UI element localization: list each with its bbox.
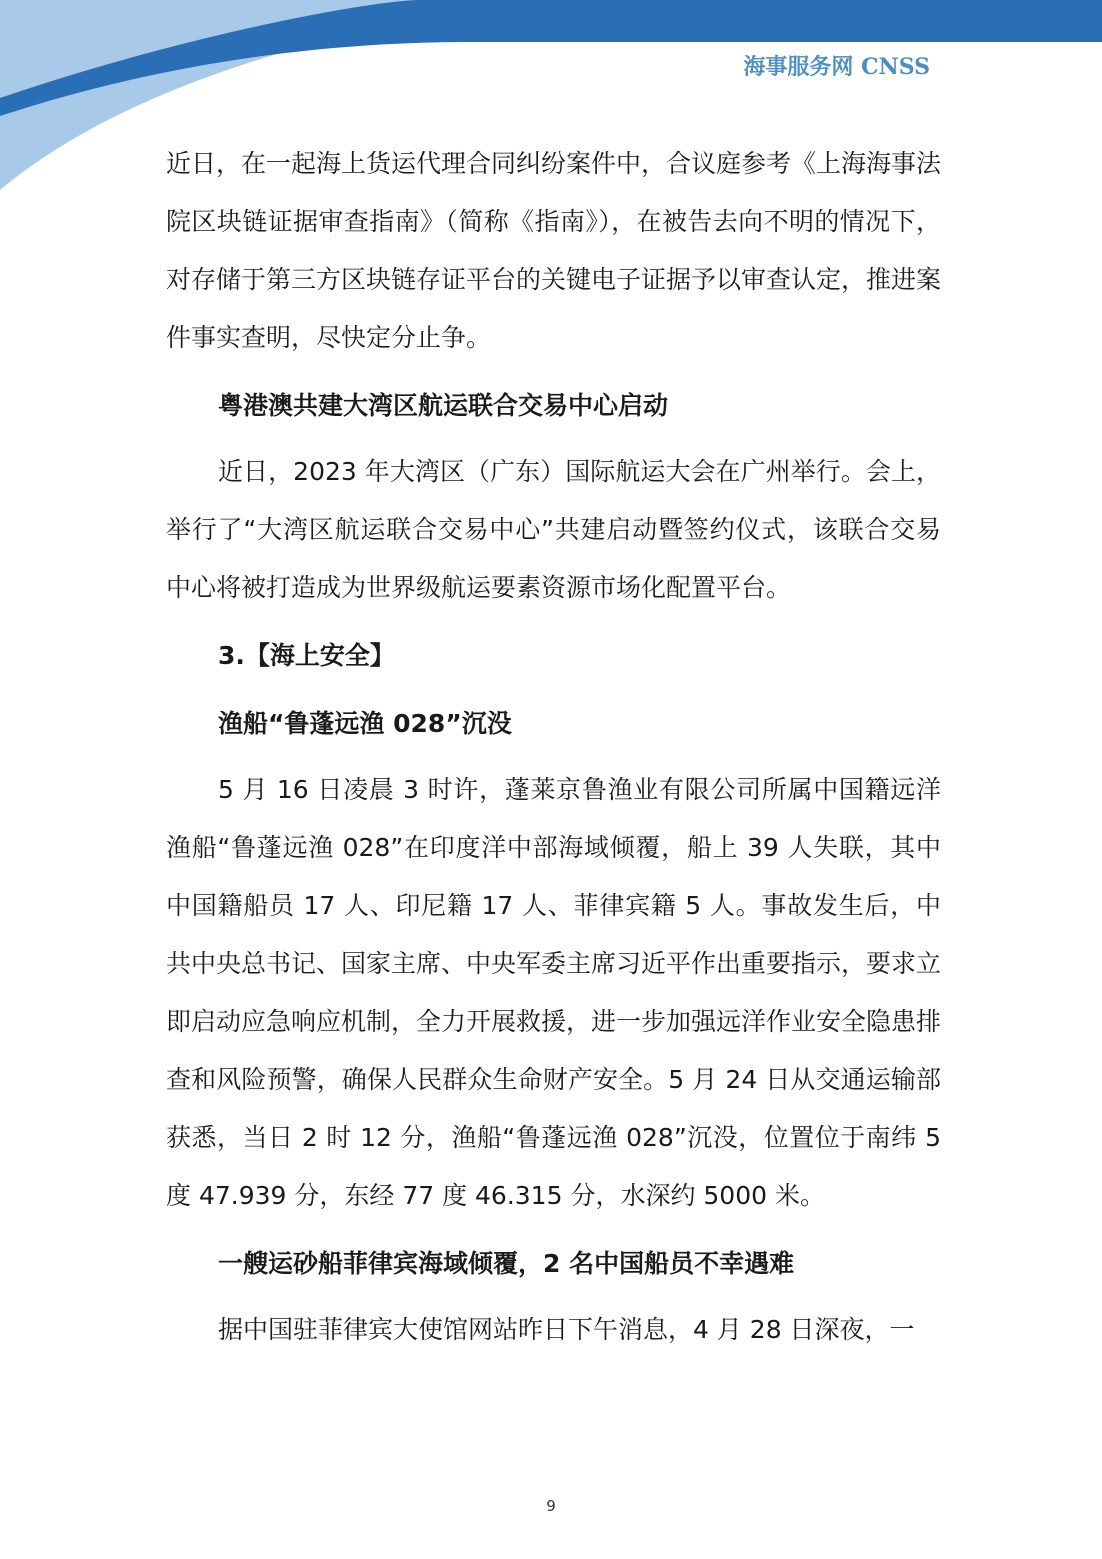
article-body [166,135,941,1359]
heading-fishing-vessel-sinking: 渔船“鲁蓬远渔 028”沉没 [218,709,512,738]
paragraph-embassy-report: 据中国驻菲律宾大使馆网站昨日下午消息，4 月 28 日深夜，一 [218,1315,915,1344]
paragraph-shipping-conference: 近日，2023 年大湾区（广东）国际航运大会在广州举行。会上，举行了“大湾区航运联合交易中心”共建启动暨签约仪式，该联合交易中心将被打造成为世界级航运要素资源市场化配置平台。 [166,457,941,602]
heading-sand-carrier-capsized: 一艘运砂船菲律宾海域倾覆，2 名中国船员不幸遇难 [218,1249,795,1278]
paragraph-fishing-vessel-details: 5 月 16 日凌晨 3 时许，蓬莱京鲁渔业有限公司所属中国籍远洋渔船“鲁蓬远渔 028”在印度洋中部海域倾覆，船上 39 人失联，其中中国籍船员 17 人、印尼籍 17 人、菲律宾籍 5 人。事故发生后，中共中央总书记、国家主席、中央军委主席习近平作出重要指示，要求立即启动应急响应机制，全力开展救援，进一步加强远洋作业安全隐患排查和风险预警，确保人民群众生命财产安全。5 月 24 日从交通运输部获悉，当日 2 时 12 分，渔船“鲁蓬远渔 028”沉没，位置位于南纬 5 度 47.939 分，东经 77 度 46.315 分，水深约 5000 米。 [166,775,942,1210]
paragraph-blockchain-evidence: 近日，在一起海上货运代理合同纠纷案件中，合议庭参考《上海海事法院区块链证据审查指南》（简称《指南》），在被告去向不明的情况下，对存储于第三方区块链存证平台的关键电子证据予以审查认定，推进案件事实查明，尽快定分止争。 [166,149,942,352]
section-title-maritime-safety: 3.【海上安全】 [218,641,395,670]
heading-greater-bay-shipping: 粤港澳共建大湾区航运联合交易中心启动 [218,391,669,420]
page-number: 9 [546,1497,556,1515]
brand-header: 海事服务网 CNSS [743,54,930,80]
